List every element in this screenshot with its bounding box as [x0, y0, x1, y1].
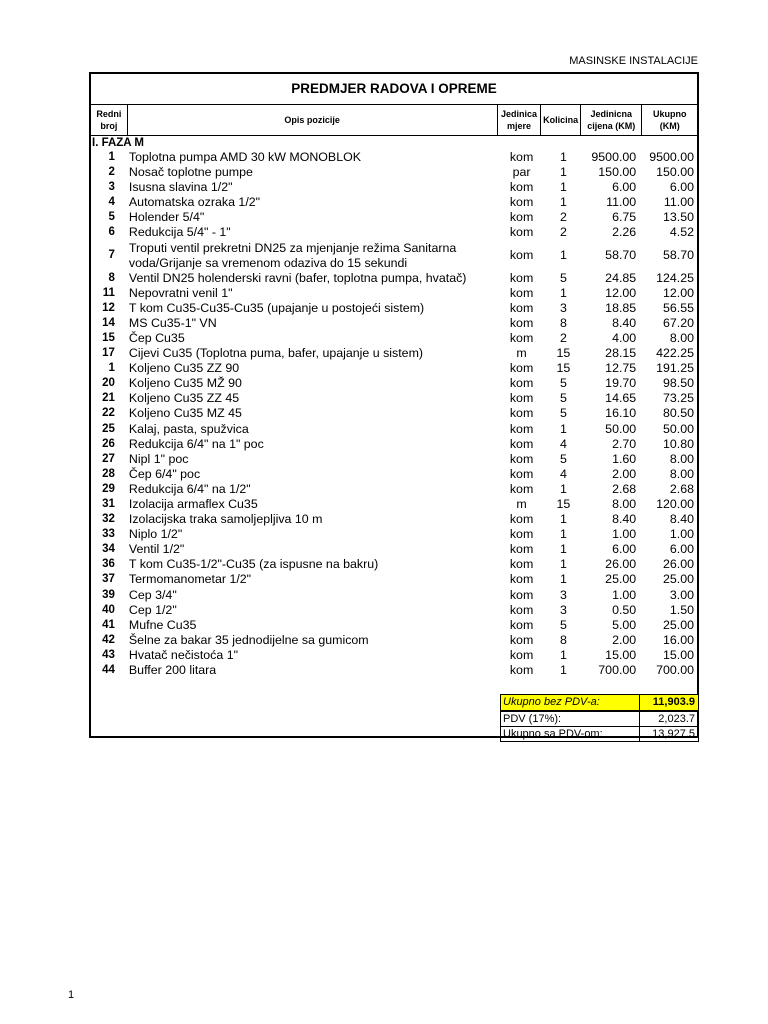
row-unit-price: 28.15: [605, 346, 637, 361]
row-quantity: 4: [559, 436, 567, 451]
row-unit-price: 11.00: [606, 195, 637, 210]
row-unit-price: 2.00: [612, 632, 637, 647]
table-body: [91, 150, 697, 678]
table-row: [91, 241, 697, 271]
table-row: [91, 603, 697, 618]
row-description: Cep 1/2": [128, 602, 177, 617]
row-total: 56.55: [662, 300, 694, 315]
row-number: 42: [102, 633, 115, 646]
row-unit: kom: [509, 248, 534, 263]
row-unit: kom: [509, 632, 534, 647]
row-quantity: 1: [559, 421, 567, 436]
section-title: I. FAZA M: [92, 137, 144, 149]
row-unit-price: 4.00: [612, 330, 637, 345]
row-quantity: 15: [556, 496, 571, 511]
row-quantity: 15: [556, 346, 571, 361]
row-total: 12.00: [662, 285, 694, 300]
row-unit: kom: [509, 285, 534, 300]
row-description: Nipl 1" poc: [128, 451, 189, 466]
row-number: 41: [102, 618, 115, 631]
row-total: 67.20: [662, 315, 694, 330]
row-total: 120.00: [656, 496, 694, 511]
col-opis: Opis pozicije: [128, 105, 498, 135]
row-quantity: 3: [559, 602, 567, 617]
row-unit-price: 6.00: [612, 180, 637, 195]
table-row: [91, 527, 697, 542]
row-unit: kom: [509, 647, 534, 662]
row-description: Redukcija 6/4" na 1/2": [128, 481, 251, 496]
row-number: 15: [102, 331, 115, 344]
row-unit-price: 18.85: [605, 300, 637, 315]
table-row: [91, 572, 697, 587]
row-number: 43: [102, 648, 115, 661]
row-quantity: 1: [559, 542, 567, 557]
row-description: Toplotna pumpa AMD 30 kW MONOBLOK: [128, 150, 361, 164]
row-unit: kom: [509, 150, 534, 164]
row-quantity: 3: [559, 300, 567, 315]
row-description: Mufne Cu35: [128, 617, 197, 632]
row-unit-price: 26.00: [605, 557, 637, 572]
row-unit-price: 150.00: [598, 165, 637, 180]
row-quantity: 1: [559, 180, 567, 195]
row-number: 7: [108, 249, 115, 262]
table-row: [91, 150, 697, 165]
row-total: 8.00: [669, 451, 694, 466]
table-row: [91, 648, 697, 663]
row-quantity: 1: [559, 481, 567, 496]
table-row: [91, 391, 697, 406]
row-unit: kom: [509, 481, 534, 496]
row-number: 34: [102, 543, 115, 556]
table-row: [91, 663, 697, 678]
table-row: [91, 376, 697, 391]
row-total: 1.50: [669, 602, 694, 617]
row-total: 2.68: [669, 481, 694, 496]
row-number: 2: [108, 166, 115, 179]
row-total: 8.00: [669, 466, 694, 481]
table-row: [91, 557, 697, 572]
row-number: 14: [102, 316, 115, 329]
row-quantity: 15: [556, 361, 571, 376]
row-number: 27: [102, 452, 115, 465]
row-quantity: 1: [559, 557, 567, 572]
row-unit: kom: [509, 270, 534, 285]
row-unit-price: 2.70: [612, 436, 637, 451]
row-total: 700.00: [656, 663, 694, 677]
row-description: T kom Cu35-1/2"-Cu35 (za ispusne na bakru): [128, 557, 379, 572]
row-total: 1.00: [669, 527, 694, 542]
row-quantity: 1: [559, 285, 567, 300]
row-number: 28: [102, 467, 115, 480]
row-quantity: 1: [559, 195, 567, 210]
row-description: Ventil 1/2": [128, 542, 185, 557]
row-quantity: 1: [559, 248, 567, 263]
row-unit: kom: [509, 466, 534, 481]
row-number: 4: [108, 196, 115, 209]
row-description: Kalaj, pasta, spužvica: [128, 421, 249, 436]
row-unit: kom: [509, 376, 534, 391]
row-description: T kom Cu35-Cu35-Cu35 (upajanje u postojeći sistem): [128, 300, 425, 315]
row-quantity: 1: [559, 527, 567, 542]
row-description: Troputi ventil prekretni DN25 za mjenjanje režima Sanitarna voda/Grijanje sa vremenom odaziva do 15 sekundi: [128, 240, 457, 270]
table-row: [91, 467, 697, 482]
table-row: [91, 286, 697, 301]
row-number: 20: [102, 377, 115, 390]
row-number: 8: [108, 271, 115, 284]
table-row: [91, 512, 697, 527]
row-description: Izolacija armaflex Cu35: [128, 496, 258, 511]
table-title: PREDMJER RADOVA I OPREME: [91, 74, 697, 105]
row-number: 22: [102, 407, 115, 420]
row-description: Čep Cu35: [128, 330, 185, 345]
row-description: Nepovratni venil 1": [128, 285, 233, 300]
row-unit: kom: [509, 421, 534, 436]
row-unit: kom: [509, 361, 534, 376]
row-unit-price: 1.00: [612, 587, 637, 602]
row-description: Koljeno Cu35 ZZ 45: [128, 391, 240, 406]
row-number: 5: [108, 211, 115, 224]
row-description: Automatska ozraka 1/2": [128, 195, 261, 210]
row-number: 36: [102, 558, 115, 571]
row-unit: kom: [509, 225, 534, 240]
row-description: Cijevi Cu35 (Toplotna puma, bafer, upajanje u sistem): [128, 346, 424, 361]
row-total: 13.50: [662, 210, 694, 225]
row-unit: kom: [509, 512, 534, 527]
row-quantity: 5: [559, 270, 567, 285]
row-number: 26: [102, 437, 115, 450]
row-unit-price: 19.70: [605, 376, 637, 391]
table-row: [91, 331, 697, 346]
summary-value: 2,023.7: [658, 713, 695, 725]
row-unit: kom: [509, 557, 534, 572]
row-total: 3.00: [669, 587, 694, 602]
row-total: 15.00: [662, 647, 694, 662]
row-description: Izolacijska traka samoljepljiva 10 m: [128, 512, 323, 527]
row-total: 98.50: [662, 376, 694, 391]
summary-box: [500, 694, 699, 742]
row-quantity: 5: [559, 617, 567, 632]
row-unit: kom: [509, 587, 534, 602]
row-unit-price: 50.00: [605, 421, 637, 436]
row-total: 8.00: [669, 330, 694, 345]
row-unit-price: 6.00: [612, 542, 637, 557]
row-description: Šelne za bakar 35 jednodijelne sa gumicom: [128, 632, 369, 647]
row-unit-price: 8.40: [612, 315, 637, 330]
row-unit: kom: [509, 542, 534, 557]
row-unit: kom: [509, 330, 534, 345]
row-number: 12: [102, 301, 115, 314]
row-total: 150.00: [656, 165, 694, 180]
row-unit: kom: [509, 451, 534, 466]
row-quantity: 3: [559, 587, 567, 602]
row-unit: kom: [509, 527, 534, 542]
row-unit: kom: [509, 602, 534, 617]
row-number: 1: [108, 362, 115, 375]
row-unit-price: 24.85: [605, 270, 637, 285]
quantity-table: [89, 72, 699, 738]
row-unit: kom: [509, 406, 534, 421]
row-description: Buffer 200 litara: [128, 663, 217, 677]
table-row: [91, 346, 697, 361]
row-quantity: 2: [559, 330, 567, 345]
row-unit: par: [512, 165, 531, 180]
row-description: Hvatač nečistoća 1": [128, 647, 239, 662]
row-quantity: 2: [559, 210, 567, 225]
row-description: Koljeno Cu35 MZ 45: [128, 406, 242, 421]
row-total: 6.00: [669, 542, 694, 557]
summary-row-sa-pdv: [501, 727, 698, 741]
row-unit-price: 2.00: [612, 466, 637, 481]
row-description: Isusna slavina 1/2": [128, 180, 233, 195]
row-description: Niplo 1/2": [128, 527, 183, 542]
row-total: 9500.00: [649, 150, 694, 164]
row-unit-price: 15.00: [605, 647, 637, 662]
table-row: [91, 618, 697, 633]
row-unit: kom: [509, 315, 534, 330]
row-total: 191.25: [656, 361, 694, 376]
row-quantity: 1: [559, 150, 567, 164]
row-unit: kom: [509, 180, 534, 195]
row-unit: kom: [509, 617, 534, 632]
row-unit-price: 2.26: [612, 225, 637, 240]
column-headers: [91, 105, 697, 136]
row-unit-price: 8.40: [612, 512, 637, 527]
row-total: 73.25: [662, 391, 694, 406]
row-total: 80.50: [662, 406, 694, 421]
row-quantity: 5: [559, 391, 567, 406]
row-total: 6.00: [669, 180, 694, 195]
row-total: 8.40: [669, 512, 694, 527]
row-description: Koljeno Cu35 MŽ 90: [128, 376, 242, 391]
row-number: 32: [102, 513, 115, 526]
row-number: 6: [108, 226, 115, 239]
row-number: 44: [102, 664, 115, 676]
row-unit-price: 0.50: [612, 602, 637, 617]
col-cijena: Jedinicna cijena (KM): [581, 105, 643, 135]
row-unit-price: 14.65: [605, 391, 637, 406]
row-unit-price: 9500.00: [591, 150, 637, 164]
row-total: 50.00: [662, 421, 694, 436]
row-unit: kom: [509, 300, 534, 315]
row-unit: m: [516, 496, 527, 511]
col-redni-broj: Redni broj: [91, 105, 128, 135]
row-description: Nosač toplotne pumpe: [128, 165, 253, 180]
summary-row-pdv: [501, 712, 698, 727]
row-description: Ventil DN25 holenderski ravni (bafer, toplotna pumpa, hvatač): [128, 270, 467, 285]
row-quantity: 2: [559, 225, 567, 240]
row-quantity: 1: [559, 165, 567, 180]
row-total: 422.25: [656, 346, 694, 361]
table-row: [91, 195, 697, 210]
row-unit: m: [516, 346, 527, 361]
table-row: [91, 271, 697, 286]
row-unit: kom: [509, 195, 534, 210]
row-number: 29: [102, 482, 115, 495]
row-number: 25: [102, 422, 115, 435]
table-row: [91, 165, 697, 180]
summary-label: Ukupno sa PDV-om:: [501, 727, 640, 741]
summary-label: Ukupno bez PDV-a:: [501, 695, 640, 710]
row-number: 37: [102, 573, 115, 586]
row-unit-price: 8.00: [612, 496, 637, 511]
row-unit-price: 1.00: [612, 527, 637, 542]
row-total: 25.00: [662, 617, 694, 632]
col-ukupno: Ukupno (KM): [652, 109, 687, 131]
row-description: Čep 6/4" poc: [128, 466, 201, 481]
row-quantity: 4: [559, 466, 567, 481]
table-row: [91, 316, 697, 331]
table-row: [91, 422, 697, 437]
row-description: Koljeno Cu35 ZZ 90: [128, 361, 240, 376]
row-unit-price: 12.75: [605, 361, 637, 376]
row-total: 124.25: [656, 270, 694, 285]
row-unit-price: 12.00: [605, 285, 637, 300]
row-unit-price: 1.60: [612, 451, 637, 466]
summary-row-bez-pdv: [501, 695, 698, 712]
row-unit-price: 700.00: [598, 663, 637, 677]
row-quantity: 1: [559, 572, 567, 587]
row-total: 58.70: [662, 248, 694, 263]
row-number: 31: [102, 497, 115, 510]
row-total: 10.80: [662, 436, 694, 451]
table-row: [91, 633, 697, 648]
row-number: 21: [102, 392, 115, 405]
table-row: [91, 452, 697, 467]
table-row: [91, 361, 697, 376]
row-number: 40: [102, 603, 115, 616]
row-unit-price: 5.00: [612, 617, 637, 632]
row-number: 17: [102, 347, 115, 360]
row-total: 11.00: [663, 195, 694, 210]
row-quantity: 1: [559, 512, 567, 527]
table-row: [91, 301, 697, 316]
table-row: [91, 482, 697, 497]
row-number: 1: [108, 151, 115, 163]
row-unit: kom: [509, 391, 534, 406]
table-row: [91, 437, 697, 452]
table-row: [91, 225, 697, 240]
summary-value: 11,903.9: [640, 695, 698, 710]
row-unit: kom: [509, 572, 534, 587]
summary-label: PDV (17%):: [501, 712, 640, 726]
row-description: Cep 3/4": [128, 587, 177, 602]
row-number: 3: [108, 181, 115, 194]
row-unit: kom: [509, 210, 534, 225]
row-quantity: 5: [559, 376, 567, 391]
row-description: Termomanometar 1/2": [128, 572, 252, 587]
table-row: [91, 588, 697, 603]
row-unit-price: 16.10: [605, 406, 637, 421]
row-unit: kom: [509, 663, 534, 677]
row-total: 16.00: [662, 632, 694, 647]
row-number: 39: [102, 588, 115, 601]
row-quantity: 5: [559, 406, 567, 421]
col-jedinica: Jedinica mjere: [498, 105, 542, 135]
row-number: 11: [102, 286, 115, 299]
row-description: Redukcija 5/4" - 1": [128, 225, 231, 240]
row-quantity: 5: [559, 451, 567, 466]
row-unit-price: 6.75: [612, 210, 637, 225]
row-quantity: 1: [559, 647, 567, 662]
table-row: [91, 210, 697, 225]
row-description: Redukcija 6/4" na 1" poc: [128, 436, 264, 451]
table-row: [91, 180, 697, 195]
summary-value: 13,927.5: [652, 728, 695, 740]
row-quantity: 8: [559, 632, 567, 647]
row-quantity: 1: [559, 663, 567, 677]
row-total: 4.52: [669, 225, 694, 240]
row-quantity: 8: [559, 315, 567, 330]
row-total: 25.00: [662, 572, 694, 587]
row-unit-price: 58.70: [605, 248, 637, 263]
row-unit: kom: [509, 436, 534, 451]
row-description: Holender 5/4": [128, 210, 205, 225]
row-unit-price: 25.00: [605, 572, 637, 587]
row-unit-price: 2.68: [612, 481, 637, 496]
page-number: 1: [68, 989, 75, 1001]
row-description: MS Cu35-1" VN: [128, 315, 217, 330]
row-number: 33: [102, 528, 115, 541]
table-row: [91, 542, 697, 557]
header-right: MASINSKE INSTALACIJE: [569, 55, 698, 67]
row-total: 26.00: [662, 557, 694, 572]
col-kolicina: Kolicina: [541, 105, 581, 135]
table-row: [91, 497, 697, 512]
table-row: [91, 406, 697, 421]
